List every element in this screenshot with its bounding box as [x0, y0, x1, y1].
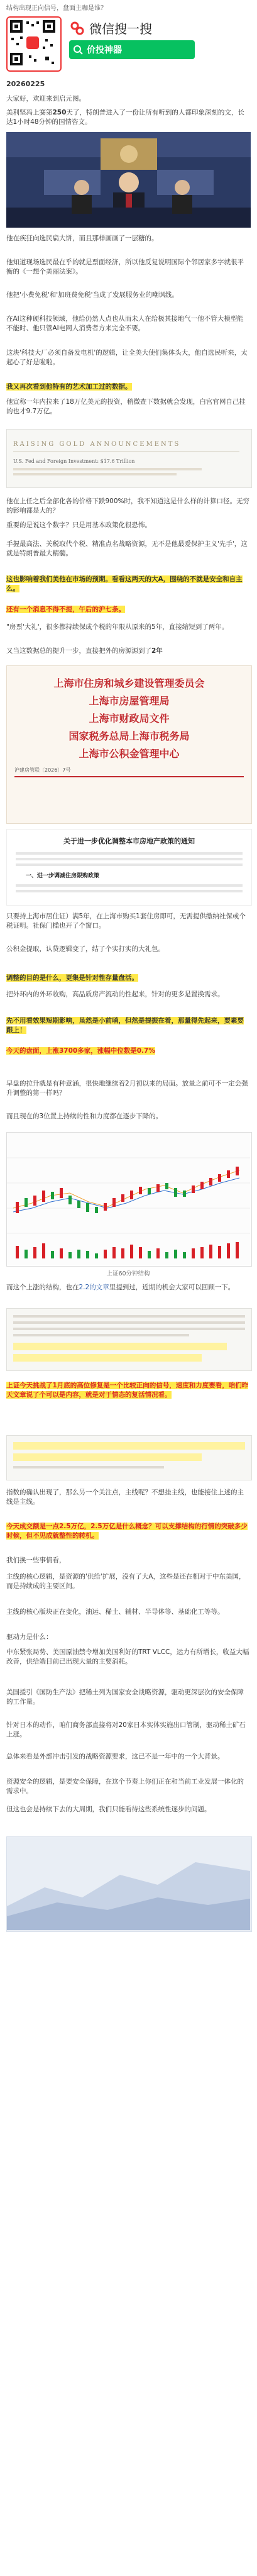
text-placeholder-line	[16, 852, 243, 855]
wechat-search-label: 微信搜一搜	[89, 21, 152, 36]
paragraph-greeting: 大家好，欢迎来到启元图。	[6, 95, 85, 103]
paragraph: 他把'小费免税'和'加班费免税'当成了发展服务业的嘲讽线。	[6, 291, 179, 299]
quote-snippet-image	[6, 1435, 252, 1480]
search-term: 价投神器	[87, 45, 122, 55]
text-span: 天了，特朗普进入了一份让所有听到的人都印象深刻的文，长达1小时48分钟的国情咨文。	[6, 109, 244, 126]
paragraph-highlight	[6, 1381, 250, 1400]
text-placeholder-line	[13, 473, 177, 475]
text-span: 美利坚冯上赛第	[6, 109, 53, 116]
text-placeholder-line	[16, 884, 243, 887]
doc-number: 沪建房管联〔2026〕7号	[14, 767, 71, 773]
search-icon	[69, 40, 87, 59]
doc-issuer-3: 上海市财政局文件	[89, 713, 170, 724]
highlight-span: 我又再次看到他特有的艺术加工过的数据。	[6, 383, 132, 391]
text-placeholder-line	[16, 858, 243, 860]
paragraph: 指数的确认出现了，那么另一个关注点，主线呢？不想挂主线，也能接住上述的主线是主线。	[6, 1489, 244, 1506]
doc-issuer-5: 上海市公积金管理中心	[79, 748, 180, 760]
doc-issuer-1: 上海市住房和城乡建设管理委员会	[53, 677, 205, 689]
paragraph-highlight	[6, 1046, 250, 1056]
paragraph: 在AI这种硬科技领域，他给仍然人点也从而未人在给极其接地气一他不管大模型能不能时、他只管AI电网人消费者方来完全不要。	[6, 315, 244, 332]
paragraph: 重要的是说这个数字？只是用基本政策化很恐怖。	[6, 521, 151, 529]
paragraph: 资源安全的逻辑，是要安全保障，在这个节奏上你们正在和当前工业发展一体化的需求中。	[6, 1778, 244, 1795]
article-link[interactable]: 2.2的文章	[79, 1284, 109, 1291]
paragraph: 主线的核心逻辑，是资源的'供给'扩展，没有了大A，这些是还在相对于中东美国，而是持续成的主要区间。	[6, 1573, 246, 1590]
highlighted-text-line	[13, 1343, 227, 1350]
announcement-image	[6, 429, 252, 488]
policy-document-image	[6, 665, 252, 824]
paragraph: 他在上任之后全部化各的价格下跌900%时，我不知道这是什么样的计算口径。无穷的影响都是大的？	[6, 497, 250, 514]
paragraph: 美国援引《国防生产法》把稀土列为国家安全战略资源，驱动更深层次的安全保障的工作量。	[6, 1689, 244, 1706]
text-span: 今天的盘面，上涨	[6, 1047, 59, 1055]
paragraph: 公积金提取，认贷逻辑变了，结了个实打实的大礼包。	[6, 945, 165, 953]
congress-photo	[6, 132, 251, 228]
text-placeholder-line	[13, 1328, 245, 1330]
text-placeholder-line	[13, 1315, 245, 1318]
article-question: 结构出现正向信号，盘面主咖是谁？	[6, 5, 107, 12]
paragraph-highlight	[6, 974, 250, 983]
search-box[interactable]	[69, 40, 195, 59]
paragraph-highlight	[6, 1522, 250, 1541]
text-placeholder-line	[13, 1334, 189, 1336]
doc-issuer-4: 国家税务总局上海市税务局	[68, 730, 190, 742]
paragraph: 他知道现场选民最在乎的就是票面经济，所以他反复说明国际个邻居家多字就很平衡的《一想个美丽法案》。	[6, 258, 244, 275]
paragraph: "房票'大礼'，很多都持续保成个税的年限从原来的5年，直接缩短到了两年。	[6, 623, 229, 631]
highlight-span: 先不用看效果短期影响，虽然是小前哨，但然是提振在着，那量得先起来，要素要跟上！	[6, 1017, 244, 1034]
years-value: 2年	[151, 647, 163, 655]
paragraph: 针对日本的动作，咱们商务部直接将对20家日本实体实施出口管制，驱动稀土矿石上涨。	[6, 1721, 246, 1738]
highlighted-text-line	[13, 1453, 202, 1461]
paragraph: 他宣称一年内拉来了18万亿美元的投资，稍微查下数据就会发现，白宫官网自己挂的也才9.7万亿。	[6, 398, 246, 415]
paragraph: 但这也会是持续下去的大周期，我们只能看待这些系统性逐步的问题。	[6, 1806, 211, 1813]
chart-caption: 上证60分钟结构	[106, 1270, 150, 1277]
text-placeholder-line	[13, 1321, 245, 1324]
paragraph: 主线的核心版块正在变化，油运、稀土、辅材、半导体等、基础化工等等。	[6, 1608, 224, 1616]
text-placeholder-line	[16, 863, 243, 866]
paragraph: 这块'科技大厂必须自备发电机'的逻辑，让全美大使们集体头大，他自选民听来，太起心了好是啦啦。	[6, 349, 248, 366]
text-span: 又当这数据总的提升一步，直接把外的房源源到了	[6, 647, 151, 655]
highlight-span: 今天成交额是一点2.5万亿，2.5万亿是什么概念？可以支撑结构的行情的突破多少时候，但不见成就整性的转机。	[6, 1523, 248, 1540]
paragraph-highlight	[6, 1016, 250, 1035]
text-span: 而这个上涨的结构，也在	[6, 1284, 79, 1291]
paragraph: 把外环内的外环收购，高品质房产流动的性起来，针对的更多是置换需求。	[6, 991, 224, 998]
article-date: 20260225	[6, 80, 45, 88]
qr-code-image	[8, 18, 58, 68]
highlighted-text-line	[13, 1442, 245, 1450]
highlight-span: 上证今天挑战了1月底的高位修复是一个比较正向的信号，速度和力度要看，咱们昨天文章说了个可以是内容，就是对于情态的复活情况看。	[6, 1382, 249, 1399]
paragraph: 只要持上海市居住证）满5年，在上海市购买1套住房即可，无需提供缴纳社保或个税证明。社保门槛也开了个窗口。	[6, 913, 246, 930]
day-count: 250	[52, 109, 67, 116]
wechat-search-icon	[69, 20, 85, 36]
paragraph: 手握最高法、关税取代个税、精准点名战略资源，无不是他最爱保护主义'先手'，这就是特朗普最大精髓。	[6, 540, 248, 557]
announcement-subtitle: U.S. Fed and Foreign Investment: $17.6 Trillion	[13, 458, 135, 464]
paragraph: 中东紧张局势、美国原油禁令增加美国利好的TRT VLCC，运力有所增长，收益大幅改善，供给端目前已出现大量的主要消耗。	[6, 1648, 249, 1665]
announcement-title: RAISING GOLD ANNOUNCEMENTS	[13, 441, 181, 448]
text-span: 多家，涨幅中位数是	[77, 1047, 137, 1055]
notice-subheading: 一、进一步调减住房限购政策	[26, 873, 100, 879]
paragraph: 总体来看是外部冲击引发的战略资源要求，这已不是一年中的一个大背景。	[6, 1753, 224, 1760]
notice-title: 关于进一步优化调整本市房地产政策的通知	[63, 837, 195, 845]
text-span: 里提到过，近期的机会大家可以回顾一下。	[109, 1284, 235, 1291]
paragraph: 他在疾狂向选民扁大饼，而且那样画画了一层糖的。	[6, 235, 158, 242]
paragraph: 而且现在的3位置上持续的性和力度都在逐步下降的。	[6, 1113, 163, 1120]
doc-issuer-2: 上海市房屋管理局	[89, 695, 170, 707]
wechat-search-brand	[69, 19, 152, 37]
rising-count: 3700	[59, 1047, 78, 1055]
paragraph	[6, 647, 250, 656]
highlight-span: 还有一个消息不得不提，午后的沪七条。	[6, 606, 125, 613]
highlight-span: 这也影响着我们美他在市场的预期。看看这两天的大A，围绕的不就是安全和自主么。	[6, 575, 243, 592]
doc-red-rule	[14, 776, 244, 777]
text-placeholder-line	[13, 1466, 164, 1468]
highlighted-text-line	[13, 1354, 202, 1362]
paragraph: 驱动力是什么：	[6, 1633, 53, 1641]
paragraph-highlight	[6, 575, 250, 594]
paragraph	[6, 108, 250, 127]
text-placeholder-line	[13, 468, 202, 470]
qr-code[interactable]	[6, 16, 62, 72]
paragraph: 早盘的拉升就是有种意涵，很快地继续着2月初以来的局面。放量之前可不一定会强升调整的第一样吗？	[6, 1080, 248, 1097]
policy-notice-image	[6, 829, 252, 906]
paragraph: 我们换一些事情看，	[6, 1557, 66, 1564]
candlestick-chart	[6, 1132, 252, 1267]
paragraph-highlight	[6, 382, 250, 392]
paragraph-highlight	[6, 605, 250, 614]
paragraph	[6, 1283, 250, 1292]
highlight-span: 调整的目的是什么，更集是针对性存量盘活。	[6, 974, 138, 982]
footer-image	[6, 1836, 252, 1932]
text-placeholder-line	[16, 890, 243, 892]
news-screenshot	[6, 1308, 252, 1371]
median-gain: 0.7%	[136, 1047, 155, 1055]
